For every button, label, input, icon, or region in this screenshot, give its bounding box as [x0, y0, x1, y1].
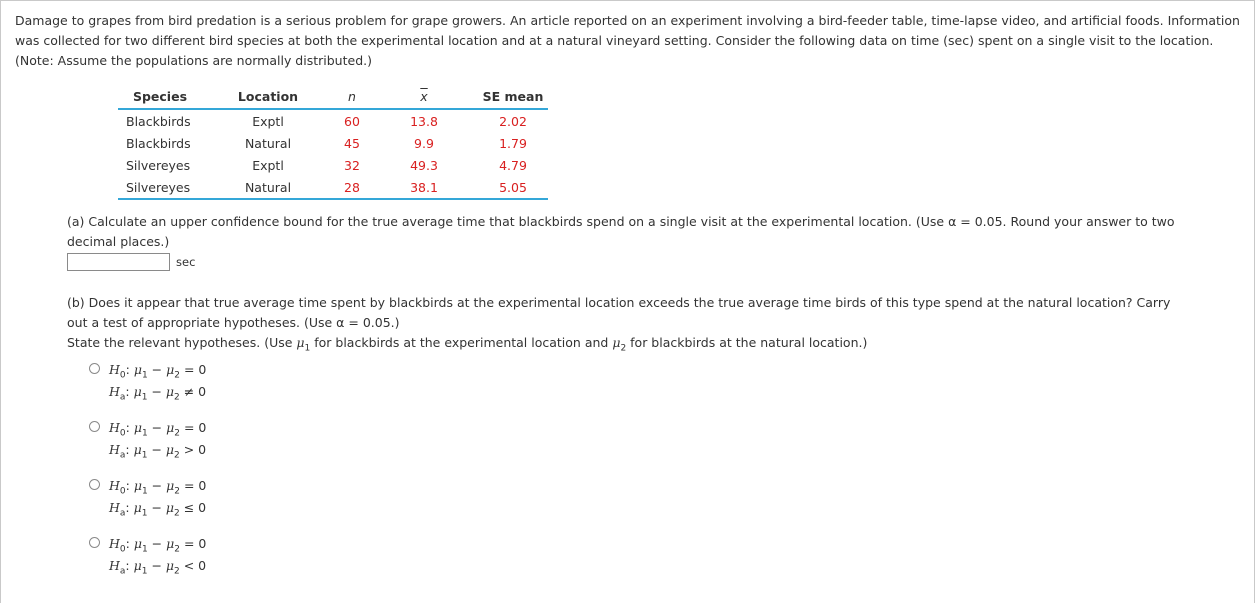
col-species: Species: [118, 84, 202, 109]
table-header-row: [118, 84, 548, 109]
intro-text: Damage to grapes from bird predation is a serious problem for grape growers. An article reported on an experiment involving a bird-feeder table, time-lapse video, and artificial foods. Information was collected for two different bird species at both the experimental location and at a natural vineyard setting. Consider the following data on time (sec) spent on a single visit to the location. (Note: Assume the populations are normally distributed.): [15, 13, 1240, 68]
alt-hypothesis: $H_a$: $\mu_1 - \mu_2 > 0$: [109, 442, 207, 461]
cell-se: 5.05: [478, 176, 548, 199]
cell-n: 45: [344, 135, 360, 151]
mu2-symbol: μ: [612, 335, 621, 350]
mu2-sub: 2: [620, 343, 627, 354]
cell-se: 1.79: [499, 135, 527, 151]
alt-hypothesis: $H_a$: $\mu_1 - \mu_2 < 0$: [109, 558, 207, 577]
ha-relation: ≠ 0: [183, 384, 207, 399]
radio-button[interactable]: [89, 479, 100, 490]
table-row: [118, 109, 548, 132]
unit-label: sec: [176, 255, 196, 269]
col-xbar: [370, 84, 478, 109]
part-a-question: [67, 212, 1175, 252]
null-hypothesis: $H_0$: $\mu_1 - \mu_2 = 0$: [109, 420, 207, 439]
cell-mean: 9.9: [414, 135, 434, 151]
col-se-mean: SE mean: [478, 84, 548, 109]
table-row: [118, 154, 548, 176]
col-location: Location: [202, 84, 334, 109]
cell-mean: 49.3: [410, 157, 438, 173]
part-b-question: [67, 293, 1170, 359]
mu1-symbol: μ: [296, 335, 305, 350]
h0-relation: = 0: [183, 536, 207, 551]
cell-species: Silvereyes: [126, 157, 191, 173]
part-b-line1: (b) Does it appear that true average time spent by blackbirds at the experimental location exceeds the true average time birds of this type spend at the natural location? Carry: [67, 295, 1171, 310]
radio-button[interactable]: [89, 363, 100, 374]
null-hypothesis: $H_0$: $\mu_1 - \mu_2 = 0$: [109, 536, 207, 555]
problem-intro: [0, 0, 1255, 78]
cell-n: 60: [344, 113, 360, 129]
cell-location: Exptl: [252, 157, 284, 173]
part-a-answer-row: [67, 252, 195, 272]
radio-button[interactable]: [89, 537, 100, 548]
upper-bound-input[interactable]: [67, 253, 170, 271]
data-table: [118, 84, 548, 200]
part-a-line2: decimal places.): [67, 234, 170, 249]
null-hypothesis: $H_0$: $\mu_1 - \mu_2 = 0$: [109, 362, 207, 381]
cell-mean: 13.8: [410, 113, 438, 129]
xbar-symbol: $\overline{x}$: [420, 88, 428, 104]
cell-species: Blackbirds: [126, 135, 191, 151]
table-row: [118, 176, 548, 199]
ha-relation: < 0: [183, 558, 207, 573]
cell-location: Exptl: [252, 113, 284, 129]
cell-se: 4.79: [499, 157, 527, 173]
ha-relation: > 0: [183, 442, 207, 457]
cell-species: Silvereyes: [118, 176, 202, 199]
mu1-sub: 1: [304, 343, 311, 354]
part-b-line2: out a test of appropriate hypotheses. (Use α = 0.05.): [67, 315, 400, 330]
cell-se: 2.02: [499, 113, 527, 129]
state-mid: for blackbirds at the experimental location and: [310, 335, 613, 350]
h0-relation: = 0: [183, 362, 207, 377]
cell-location: Natural: [244, 135, 292, 151]
alt-hypothesis: $H_a$: $\mu_1 - \mu_2 \le 0$: [109, 500, 207, 519]
state-prefix: State the relevant hypotheses. (Use: [67, 335, 297, 350]
null-hypothesis: $H_0$: $\mu_1 - \mu_2 = 0$: [109, 478, 207, 497]
part-b-state-line: [67, 333, 1170, 359]
cell-n: 28: [334, 176, 370, 199]
part-a-line1: (a) Calculate an upper confidence bound for the true average time that blackbirds spend on a single visit at the experimental location. (Use α = 0.05. Round your answer to two: [67, 214, 1175, 229]
h0-relation: = 0: [183, 420, 207, 435]
cell-mean: 38.1: [370, 176, 478, 199]
table-row: [118, 132, 548, 154]
h0-relation: = 0: [183, 478, 207, 493]
alt-hypothesis: $H_a$: $\mu_1 - \mu_2 \ne 0$: [109, 384, 207, 403]
state-suffix: for blackbirds at the natural location.): [626, 335, 868, 350]
cell-n: 32: [344, 157, 360, 173]
radio-button[interactable]: [89, 421, 100, 432]
cell-species: Blackbirds: [126, 113, 191, 129]
cell-location: Natural: [202, 176, 334, 199]
ha-relation: ≤ 0: [183, 500, 207, 515]
col-n: n: [334, 84, 370, 109]
